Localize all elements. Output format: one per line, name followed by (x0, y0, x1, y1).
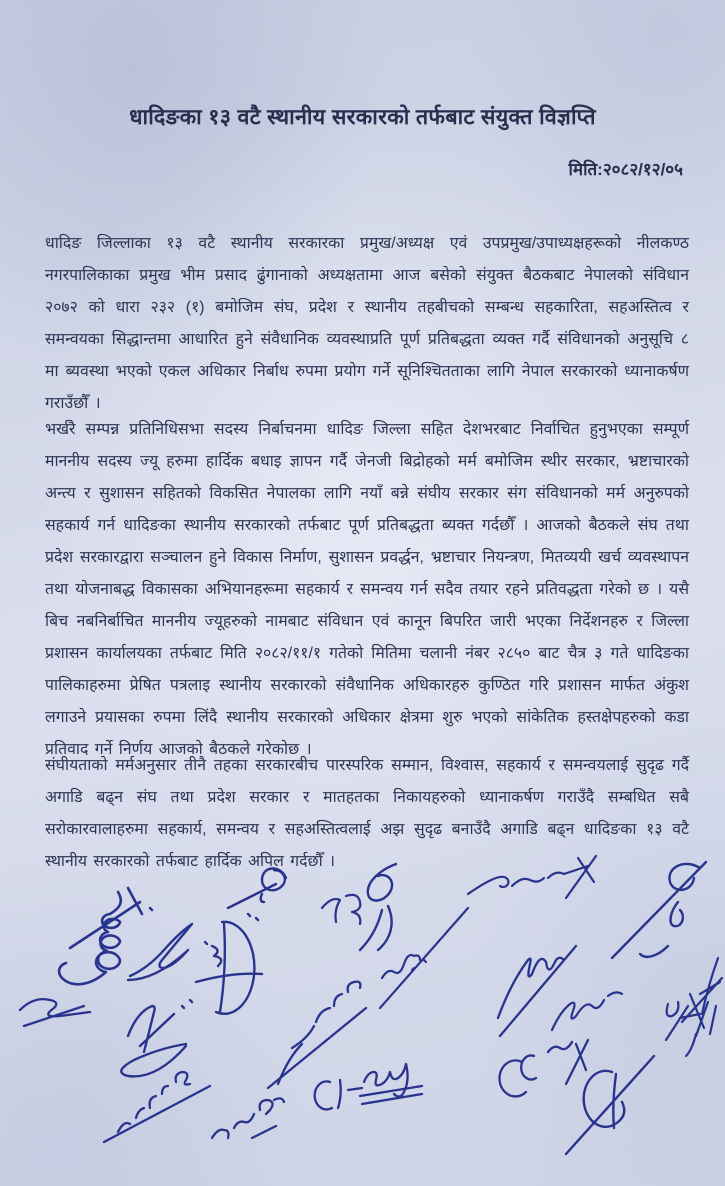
signature-18 (315, 1080, 362, 1109)
document-title: धादिङका १३ वटै स्थानीय सरकारको तर्फबाट संयुक्त विज्ञप्ति (129, 105, 596, 129)
signature-16 (212, 1098, 284, 1138)
signature-15 (104, 1072, 210, 1142)
paragraph-2: भर्खरै सम्पन्न प्रतिनिधिसभा सदस्य निर्बाचनमा धादिङ जिल्ला सहित देशभरबाट निर्वाचित हुनुभएका सम्पूर्ण माननीय सदस्य ज्यू हरुमा हार्दिक बधाइ ज्ञापन गर्दै जेनजी बिद्रोहको मर्म बमोजिम स्थीर सरकार, भ्रष्टाचारको अन्त्य र सुशासन सहितको विकसित नेपालका लागि नयाँ बन्ने संघीय सरकार संग संविधानको मर्म अनुरुपको सहकार्य गर्न धादिङका स्थानीय सरकारको तर्फबाट पूर्ण प्रतिबद्धता ब्यक्त गर्दछौँ । आजको बैठकले संघ तथा प्रदेश सरकारद्वारा सञ्चालन हुने विकास निर्माण, सुशासन प्रवर्द्धन, भ्रष्टाचार नियन्त्रण, मितव्ययी खर्च व्यवस्थापन तथा योजनाबद्ध विकासका अभियानहरूमा सहकार्य र समन्वय गर्न सदैव तयार रहने प्रतिवद्धता गरेको छ । यसै बिच नबनिर्बाचित माननीय ज्यूहरुको नामबाट संविधान एवं कानून बिपरित जारी भएका निर्देशनहरु र जिल्ला प्रशासन कार्यालयका तर्फबाट मिति २०८२/११/१ गतेको मितिमा चलानी नंबर २८५० बाट चैत्र ३ गते धादिङका पालिकाहरुमा प्रेषित पत्रलाइ स्थानीय सरकारको संवैधानिक अधिकारहरु कुण्ठित गरि प्रशासन मार्फत अंकुश लगाउने प्रयासका रुपमा लिंदै स्थानीय सरकारको अधिकार क्षेत्रमा शुरु भएको सांकेतिक हस्तक्षेपहरुको कडा प्रतिवाद गर्ने निर्णय आजको बैठकले गरेकोछ । (45, 421, 689, 758)
signature-9 (498, 946, 576, 1036)
document-date: मिति:२०८२/१२/०५ (568, 160, 683, 179)
signature-7 (468, 856, 596, 898)
signature-10 (552, 992, 622, 1030)
signature-20 (499, 1040, 588, 1096)
signature-5 (322, 895, 360, 924)
signature-8 (380, 908, 468, 1008)
signature-21 (566, 1056, 654, 1154)
paragraph-1: धादिङ जिल्लाका १३ वटै स्थानीय सरकारका प्रमुख/अध्यक्ष एवं उपप्रमुख/उपाध्यक्षहरूको नीलकण्ठ नगरपालिकाका प्रमुख भीम प्रसाद ढुंगानाको अध्यक्षतामा आज बसेको संयुक्त बैठकबाट नेपालको संविधान २०७२ को धारा २३२ (१) बमोजिम संघ, प्रदेश र स्थानीय तहबीचको सम्बन्ध सहकारिता, सहअस्तित्व र समन्वयका सिद्धान्तमा आधारित हुने संवैधानिक व्यवस्थाप्रति पूर्ण प्रतिबद्धता व्यक्त गर्दै संविधानको अनुसूचि ८ मा ब्यवस्था भएको एकल अधिकार निर्बाध रुपमा प्रयोग गर्ने सूनिश्चितताका लागि नेपाल सरकारको ध्यानाकर्षण गराउँछौँ । (45, 235, 689, 412)
signature-6 (360, 864, 396, 950)
signature-19 (360, 1064, 422, 1104)
signature-2 (128, 924, 207, 980)
signature-11 (612, 862, 706, 958)
signature-1 (59, 888, 152, 984)
signature-4 (228, 868, 286, 920)
paragraph-3: संघीयताको मर्मअनुसार तीनै तहका सरकारबीच पारस्परिक सम्मान, विश्वास, सहकार्य र समन्वयलाई सुदृढ गर्दै अगाडि बढ्न संघ तथा प्रदेश सरकार र मातहतका निकायहरुको ध्यानाकर्षण गराउँदै सम्बधित सबै सरोकारवालाहरुमा सहकार्य, समन्वय र सहअस्तित्वलाई अझ सुदृढ बनाउँदै अगाडि बढ्न धादिङका १३ वटै स्थानीय सरकारको तर्फबाट हार्दिक अपिल गर्दछौँ । (45, 757, 689, 870)
signatures-block (0, 850, 725, 1186)
signature-14 (121, 1000, 192, 1076)
signature-17 (268, 982, 366, 1088)
signature-13 (20, 999, 90, 1026)
signature-22 (666, 1002, 716, 1040)
signature-3 (196, 922, 262, 1014)
